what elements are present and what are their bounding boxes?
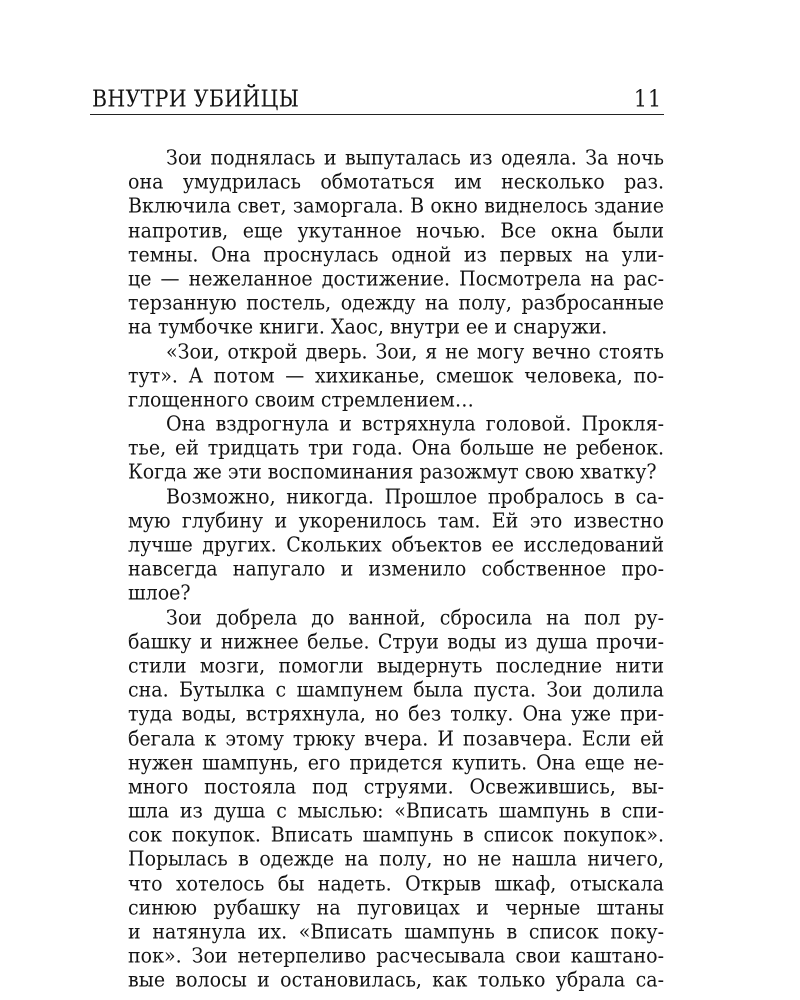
text-line: глощенного своим стремлением… bbox=[128, 387, 474, 412]
book-page bbox=[90, 82, 664, 993]
running-title: ВНУТРИ УБИЙЦЫ bbox=[92, 85, 300, 112]
text-line: Она вздрогнула и встряхнула головой. Прокля- bbox=[166, 412, 664, 436]
text-line: пок». Зои нетерпеливо расчесывала свои каштано- bbox=[128, 944, 664, 969]
text-line: це — нежеланное достижение. Посмотрела на рас- bbox=[128, 267, 664, 291]
text-line: туда воды, встряхнула, но без толку. Она уже при- bbox=[128, 702, 664, 727]
text-line: она умудрилась обмотаться им несколько раз. bbox=[128, 170, 664, 195]
paragraph bbox=[90, 340, 664, 413]
text-line: Возможно, никогда. Прошлое пробралось в са- bbox=[166, 484, 664, 509]
page-number: 11 bbox=[633, 85, 662, 112]
text-line: стили мозги, помогли выдернуть последние нити bbox=[128, 654, 664, 678]
text-line: «Зои, открой дверь. Зои, я не могу вечно стоять bbox=[166, 339, 664, 364]
body-text bbox=[90, 146, 664, 993]
text-line: сна. Бутылка с шампунем была пуста. Зои долила bbox=[128, 678, 664, 702]
text-line: напротив, еще укутанное ночью. Все окна были bbox=[128, 218, 664, 243]
text-line: навсегда напугало и изменило собственное про- bbox=[128, 557, 664, 582]
paragraph bbox=[90, 485, 664, 606]
text-line: нужен шампунь, его придется купить. Она еще не- bbox=[128, 750, 664, 775]
text-line: Включила свет, заморгала. В окно виднелось здание bbox=[128, 194, 664, 219]
text-line: и натянула их. «Вписать шампунь в список поку- bbox=[128, 920, 664, 944]
text-line: терзанную постель, одежду на полу, разбросанные bbox=[128, 291, 664, 315]
text-line: Зои поднялась и выпуталась из одеяла. За ночь bbox=[166, 146, 664, 170]
text-line: башку и нижнее белье. Струи воды из душа прочи- bbox=[128, 629, 664, 654]
paragraph bbox=[90, 606, 664, 993]
paragraph bbox=[90, 412, 664, 485]
text-line: тье, ей тридцать три года. Она больше не ребенок. bbox=[128, 436, 664, 461]
text-line: шла из душа с мыслью: «Вписать шампунь в спи- bbox=[128, 799, 664, 823]
text-line: лучше других. Скольких объектов ее исследований bbox=[128, 533, 664, 557]
paragraph bbox=[90, 146, 664, 340]
text-line: бегала к этому трюку вчера. И позавчера. Если ей bbox=[128, 726, 664, 751]
text-line: что хотелось бы надеть. Открыв шкаф, отыскала bbox=[128, 871, 664, 896]
text-line: мую глубину и укоренилось там. Ей это известно bbox=[128, 508, 664, 533]
running-header bbox=[90, 82, 664, 115]
text-line: Порылась в одежде на полу, но не нашла ничего, bbox=[128, 847, 664, 872]
text-line: синюю рубашку на пуговицах и черные штаны bbox=[128, 895, 664, 920]
text-line: много постояла под струями. Освежившись, вы- bbox=[128, 774, 664, 799]
text-line: тут». А потом — хихиканье, смешок человека, по- bbox=[128, 363, 664, 388]
text-line: вые волосы и остановилась, как только убрала са- bbox=[128, 968, 664, 993]
text-line: Когда же эти воспоминания разожмут свою хватку? bbox=[128, 460, 657, 485]
text-line: Зои добрела до ванной, сбросила на пол ру- bbox=[166, 605, 664, 630]
text-line: темны. Она проснулась одной из первых на ули- bbox=[128, 242, 664, 267]
text-line: сок покупок. Вписать шампунь в список покупок». bbox=[128, 823, 664, 848]
text-line: шлое? bbox=[128, 581, 191, 606]
text-line: на тумбочке книги. Хаос, внутри ее и снаружи. bbox=[128, 315, 608, 340]
